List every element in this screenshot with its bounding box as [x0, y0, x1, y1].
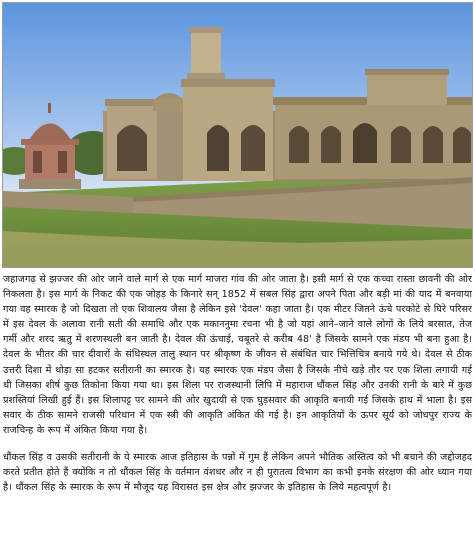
paragraph-1: जहाजगढ़ से झज्जर की ओर जाने वाले मार्ग से एक मार्ग माजरा गांव की ओर जाता है। इसी मार्ग से एक कच्चा रास्ता छावनी की ओर निकलता है। इस मार्ग के निकट की एक जोहड़ के किनारे सन् 1852 में सबल सिंह द्वारा अपने पिता और बड़ी मां की याद में बनवाया गया वह स्मारक है जो दिखता तो एक शिवालय जैसा है लेकिन इसे 'देवल' कहा जाता है। एक मीटर जितने ऊंचे परकोटे से घिरे परिसर में इस देवल के अलावा रानी सती की समाधि और एक मकाननुमा रचना भी है जो यहां आने–जाने वाले लोगों के लिये बरसात, तेज गर्मी और शरद ऋतु में शरणस्थली बन जाती है। देवल की ऊंचाई, चबूतरे से करीब 48' है जिसके सामने एक मंडप भी बना हुआ है। देवल के भीतर की चार दीवारों के संधिस्थल तालु स्थान पर श्रीकृष्ण के जीवन से संबंधित चार भित्तिचित्र बनाये गये थे। देवल से ठीक उत्तरी दिशा में थोड़ा सा हटकर सतीरानी का स्मारक है। यह स्मारक एक मंडप जैसा है जिसके नीचे खड़े तौर पर एक शिला लगायी गई थी जिसका शीर्ष कुछ तिकोना किया गया था। इस शिला पर राजस्थानी लिपि में महाराज धौंकल सिंह और उनकी रानी के बारे में कुछ प्रशस्तियां लिखी हुई हैं। इस शिलापट्ट पर सामने की ओर खुदायी से एक घुड़सवार की आकृति बनायी गई जिसके हाथ में भाला है। इस सवार के ठीक सामने राजसी परिधान में एक स्त्री की आकृति अंकित की गई है। इन आकृतियों के ऊपर सूर्य को जोधपुर राज्य के राजचिन्ह के रूप में अंकित किया गया है।	[3, 274, 472, 436]
paragraph-2: धौंकल सिंह व उसकी सतीरानी के ये स्मारक आज इतिहास के पन्नों में गुम हैं लेकिन अपने भौतिक अस्तित्व को भी बचाने की जद्दोजहद करते प्रतीत होते हैं क्योंकि न तो धौंकल सिंह के वर्तमान वंशधर और न ही पुरातत्व विभाग का कभी इनके संरक्षण की ओर ध्यान गया है। धौंकल सिंह के स्मारक के रूप में मौजूद यह विरासत इस क्षेत्र और झज्जर के इतिहास के लिये महत्वपूर्ण है।	[3, 452, 472, 494]
monument-illustration	[3, 3, 473, 268]
monument-photo	[2, 2, 473, 268]
article-text	[3, 272, 472, 495]
